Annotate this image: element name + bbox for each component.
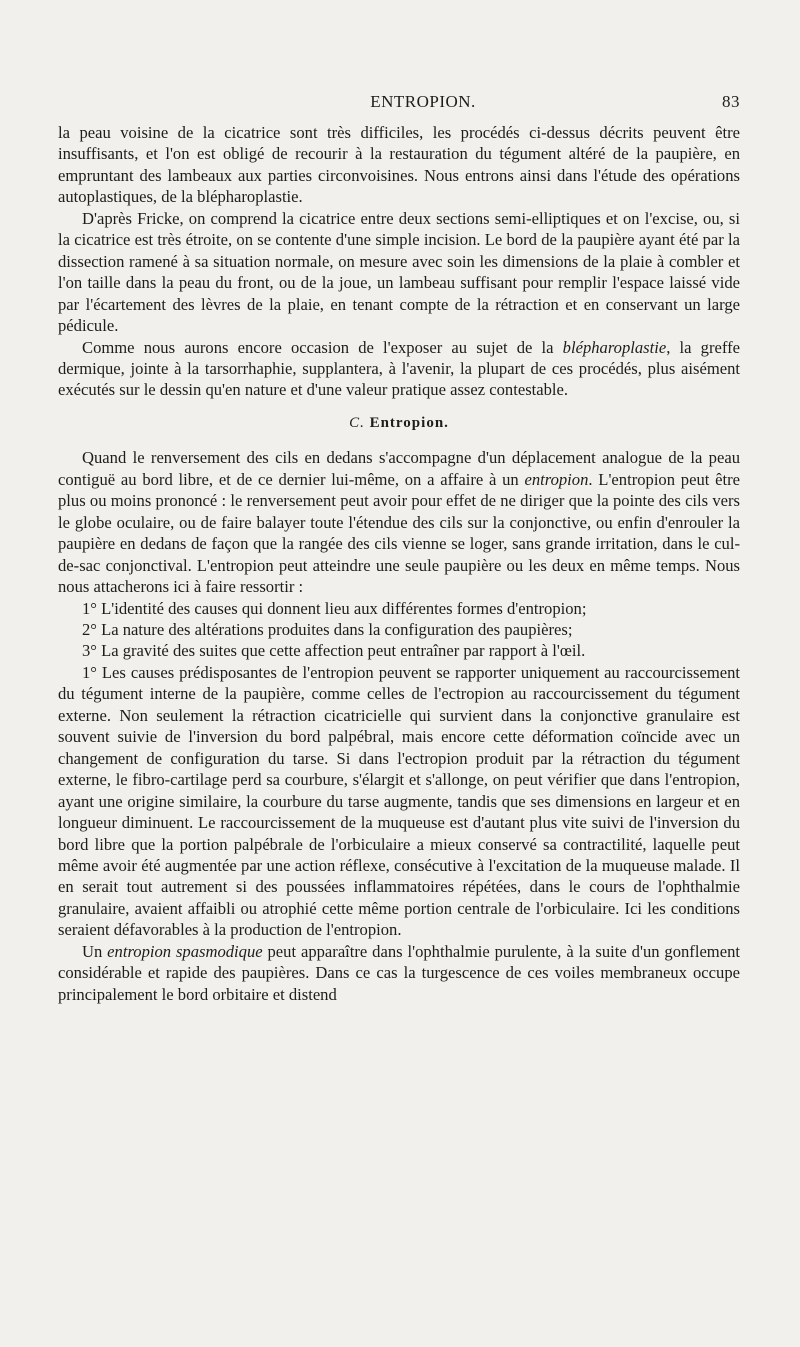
text-run: Quand le renversement des cils en dedans s'accompagne d'un déplacement analogue de la peau contiguë au bord libre, et de ce dernier lui-même, on a affaire à un bbox=[58, 448, 740, 489]
section-heading bbox=[58, 413, 740, 434]
section-name: Entropion. bbox=[369, 414, 449, 431]
text-run: Un bbox=[82, 941, 108, 961]
text-run: , la greffe dermique, jointe à la tarsorrhaphie, supplantera, à l'avenir, la plupart de ces procédés, plus aisément exécutés sur le dessin qu'en nature et d'une valeur pratique assez contestable. bbox=[58, 337, 740, 400]
paragraph: D'après Fricke, on comprend la cicatrice entre deux sections semi-elliptiques et on l'excise, ou, si la cicatrice est très étroite, on se contente d'une simple incision. Le bord de la paupière ayant été par la dissection ramené à sa situation normale, on mesure avec soin les dimensions de la plaie à combler et l'on taille dans la peau du front, ou de la joue, un lambeau suffisant pour remplir l'espace laissé vide par l'écartement des lèvres de la plaie, en tenant compte de la rétraction et en conservant un large pédicule. bbox=[58, 208, 740, 336]
section-letter: C. bbox=[349, 414, 365, 431]
paragraph bbox=[58, 941, 740, 1005]
list-item: 3° La gravité des suites que cette affection peut entraîner par rapport à l'œil. bbox=[82, 641, 586, 661]
italic-term: entropion bbox=[524, 469, 589, 489]
text-run: peut apparaître dans l'ophthalmie purulente, à la suite d'un gonflement considérable et rapide des paupières. Dans ce cas la turgescence de ces voiles membraneux occupe principalement le bord orbitaire et distend bbox=[58, 941, 740, 1004]
list-item: 2° La nature des altérations produites dans la configuration des paupières; bbox=[82, 619, 573, 639]
running-title: ENTROPION. bbox=[370, 92, 476, 111]
paragraph bbox=[58, 337, 740, 401]
italic-term: entropion spasmodique bbox=[107, 941, 263, 961]
page-header bbox=[106, 92, 740, 114]
page-number: 83 bbox=[722, 92, 740, 111]
paragraph: 1° Les causes prédisposantes de l'entropion peuvent se rapporter uniquement au raccourcissement du tégument interne de la paupière, comme celles de l'ectropion au raccourcissement du tégument externe. Non seulement la rétraction cicatricielle qui survient dans la conjonctive granulaire est souvent suivie de l'inversion du bord palpébral, mais encore cette déformation coïncide avec un changement de configuration du tarse. Si dans l'ectropion produit par la rétraction du tégument externe, le fibro-cartilage perd sa courbure, s'élargit et s'allonge, on peut vérifier que dans l'entropion, ayant une origine similaire, la courbure du tarse augmente, tandis que ses dimensions en largeur et en longueur diminuent. Le raccourcissement de la muqueuse est d'autant plus vite suivi de l'inversion du bord libre que la portion palpébrale de l'orbiculaire a mieux conservé sa contractilité, laquelle peut même avoir été augmentée par une action réflexe, consécutive à l'excitation de la muqueuse malade. Il en serait tout autrement si des poussées inflammatoires répétées, dans le cours de l'ophthalmie granulaire, avaient affaibli ou atrophié cette même portion centrale de l'orbiculaire. Ici les conditions seraient défavorables à la production de l'entropion. bbox=[58, 662, 740, 940]
text-run: . L'entropion peut être plus ou moins prononcé : le renversement peut avoir pour effet de ne diriger que la pointe des cils vers le globe oculaire, ou de faire balayer toute l'étendue des cils sur la conjonctive, ou enfin d'enrouler la paupière en dedans de façon que la rangée des cils vienne se loger, sans grande irritation, dans le cul-de-sac conjonctival. L'entropion peut atteindre une seule paupière ou les deux en même temps. Nous nous attacherons ici à faire ressortir : bbox=[58, 469, 740, 597]
list-item: 1° L'identité des causes qui donnent lieu aux différentes formes d'entropion; bbox=[82, 598, 587, 618]
paragraph bbox=[58, 447, 740, 597]
page-body bbox=[58, 122, 740, 1005]
paragraph: la peau voisine de la cicatrice sont très difficiles, les procédés ci-dessus décrits peuvent être insuffisants, et l'on est obligé de recourir à la restauration du tégument altéré de la paupière, en empruntant des lambeaux aux parties circonvoisines. Nous entrons ainsi dans l'étude des opérations autoplastiques, de la blépharoplastie. bbox=[58, 123, 740, 207]
text-run: Comme nous aurons encore occasion de l'exposer au sujet de la bbox=[82, 337, 563, 357]
italic-term: blépharoplastie bbox=[562, 337, 667, 357]
